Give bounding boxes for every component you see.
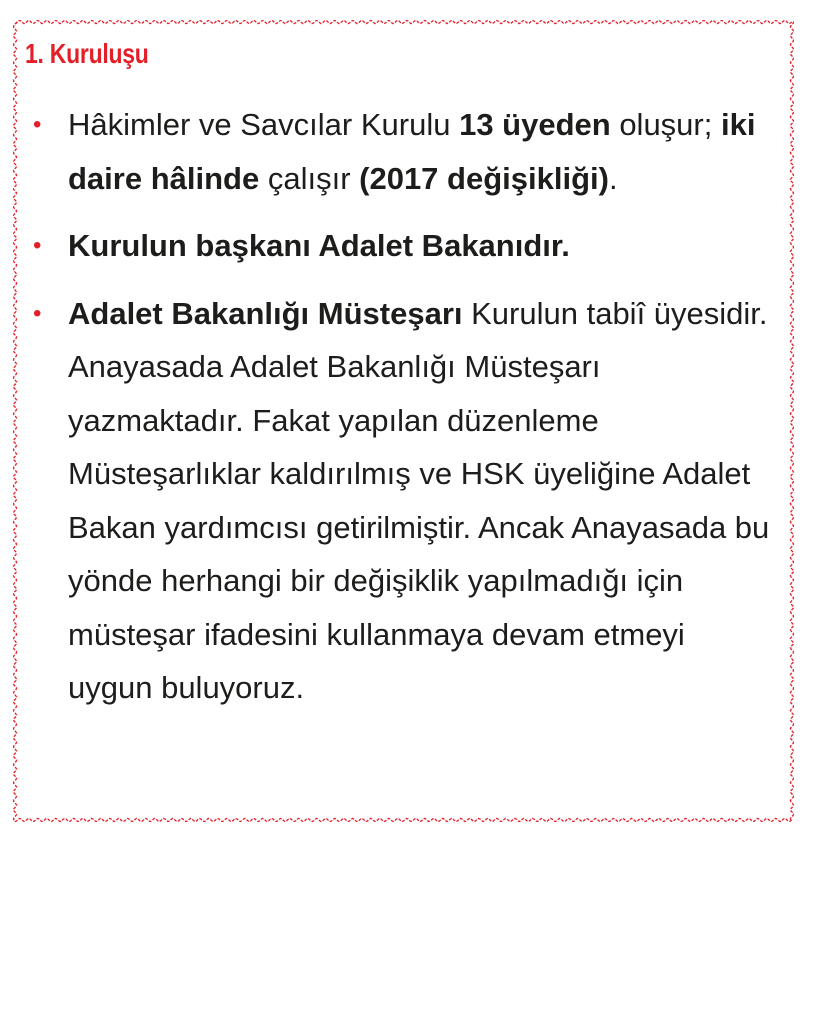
bullet-dot-icon: • <box>33 299 42 327</box>
bullet-dot-icon: • <box>33 232 42 259</box>
text-segment: çalışır <box>259 160 360 196</box>
info-card <box>13 20 794 822</box>
text-segment-bold: iki daire hâlinde <box>68 107 756 196</box>
bullet-list <box>23 98 773 715</box>
text-segment: . <box>608 160 618 196</box>
bullet-item <box>23 219 773 273</box>
bullet-item-text <box>68 228 570 263</box>
bullet-item <box>23 98 773 205</box>
text-segment: oluşur; <box>610 107 721 142</box>
bullet-dot-icon: • <box>33 111 42 138</box>
text-segment-bold: Adalet Bakanlığı Müsteşarı <box>68 295 463 331</box>
text-segment: Hâkimler ve Savcılar Kurulu <box>68 107 460 142</box>
text-segment-bold: (2017 değişikliği) <box>359 160 609 196</box>
text-segment: Kurulun tabiî üyesidir. Anayasada Adalet Bakanlığı Müsteşarı yazmaktadır. Fakat yapılan düzenleme Müsteşarlıklar kaldırılmış ve HSK üyeliğine Adalet Bakan yardımcısı getirilmiştir. Ancak Anayasada bu yönde herhangi bir değişiklik yapılmadığı için müsteşar ifadesini kullanmaya devam etmeyi uygun buluyoruz. <box>68 295 770 705</box>
text-segment-bold: 13 üyeden <box>459 107 611 142</box>
bullet-item-text <box>68 296 769 706</box>
bullet-item <box>23 287 773 715</box>
text-segment-bold: Kurulun başkanı Adalet Bakanıdır. <box>68 228 570 263</box>
bullet-item-text <box>68 107 755 196</box>
section-heading: 1. Kuruluşu <box>25 38 149 69</box>
